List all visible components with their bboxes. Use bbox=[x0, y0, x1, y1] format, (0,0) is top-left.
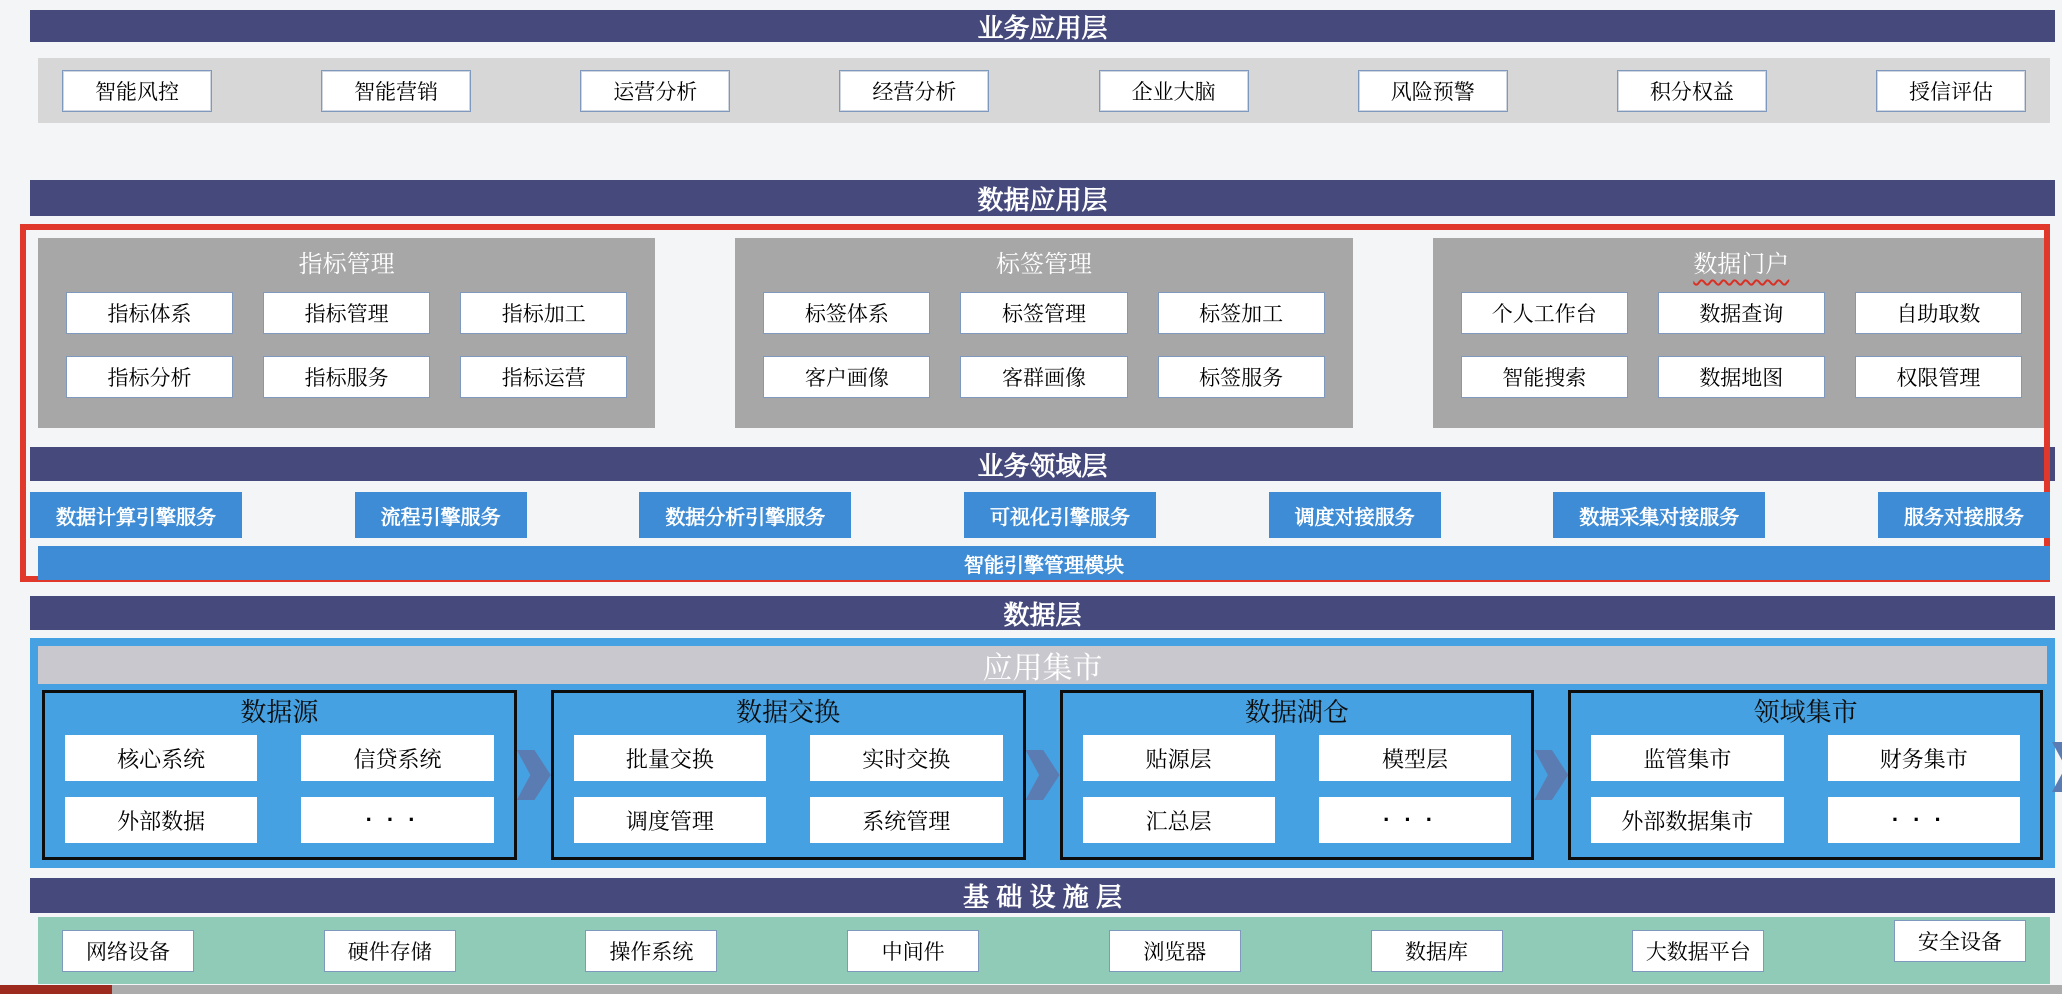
group-item-box: 个人工作台 bbox=[1461, 292, 1628, 334]
infrastructure-strip bbox=[38, 917, 2050, 984]
group-item-box: 指标体系 bbox=[66, 292, 233, 334]
right-arrow-icon bbox=[1534, 750, 1568, 800]
sub-panel-title: 数据湖仓 bbox=[1244, 698, 1349, 727]
layer-header-data-app: 数据应用层 bbox=[30, 180, 2055, 216]
data-item-box: 模型层 bbox=[1319, 735, 1511, 781]
infra-box: 数据库 bbox=[1371, 930, 1503, 972]
group-item-box: 自助取数 bbox=[1855, 292, 2022, 334]
sub-panel-data-exchange bbox=[551, 690, 1026, 860]
group-title: 标签管理 bbox=[995, 251, 1092, 278]
group-item-box: 权限管理 bbox=[1855, 356, 2022, 398]
infra-box: 安全设备 bbox=[1894, 920, 2026, 962]
data-item-box: 贴源层 bbox=[1083, 735, 1275, 781]
data-item-box: 核心系统 bbox=[65, 735, 257, 781]
group-item-box: 标签服务 bbox=[1158, 356, 1325, 398]
group-item-box: 指标加工 bbox=[460, 292, 627, 334]
bottom-red-segment bbox=[0, 985, 112, 994]
app-box: 智能营销 bbox=[321, 70, 471, 112]
business-app-strip bbox=[38, 58, 2050, 123]
group-item-box: 指标服务 bbox=[263, 356, 430, 398]
data-flow-row bbox=[42, 690, 2043, 860]
group-item-box: 指标运营 bbox=[460, 356, 627, 398]
app-box: 运营分析 bbox=[580, 70, 730, 112]
group-title: 数据门户 bbox=[1693, 251, 1790, 278]
infra-box: 网络设备 bbox=[62, 930, 194, 972]
group-panel-indicator-mgmt bbox=[38, 238, 655, 428]
data-item-box: 监管集市 bbox=[1591, 735, 1783, 781]
infra-box: 硬件存储 bbox=[324, 930, 456, 972]
service-box: 数据计算引擎服务 bbox=[30, 492, 242, 538]
infra-box: 操作系统 bbox=[585, 930, 717, 972]
layer-header-business-domain: 业务领域层 bbox=[30, 447, 2055, 481]
group-title: 指标管理 bbox=[298, 251, 395, 278]
group-item-box: 客户画像 bbox=[763, 356, 930, 398]
group-item-box: 数据查询 bbox=[1658, 292, 1825, 334]
data-item-box: 实时交换 bbox=[810, 735, 1002, 781]
layer-header-infrastructure: 基 础 设 施 层 bbox=[30, 878, 2055, 913]
app-box: 企业大脑 bbox=[1099, 70, 1249, 112]
app-box: 积分权益 bbox=[1617, 70, 1767, 112]
sub-panel-title: 数据交换 bbox=[736, 698, 841, 727]
service-box: 数据采集对接服务 bbox=[1553, 492, 1765, 538]
infra-box: 浏览器 bbox=[1109, 930, 1241, 972]
infra-box: 中间件 bbox=[847, 930, 979, 972]
data-item-box: 财务集市 bbox=[1828, 735, 2020, 781]
group-item-box: 指标分析 bbox=[66, 356, 233, 398]
sub-panel-title: 领域集市 bbox=[1753, 698, 1858, 727]
service-box: 数据分析引擎服务 bbox=[639, 492, 851, 538]
group-item-box: 数据地图 bbox=[1658, 356, 1825, 398]
data-item-box-more: ··· bbox=[301, 797, 493, 843]
data-item-box: 信贷系统 bbox=[301, 735, 493, 781]
service-box: 调度对接服务 bbox=[1269, 492, 1441, 538]
group-item-box: 标签管理 bbox=[960, 292, 1127, 334]
group-item-box: 指标管理 bbox=[263, 292, 430, 334]
data-item-box: 批量交换 bbox=[574, 735, 766, 781]
data-item-box: 系统管理 bbox=[810, 797, 1002, 843]
app-box: 智能风控 bbox=[62, 70, 212, 112]
engine-services-row bbox=[30, 492, 2050, 538]
app-box: 授信评估 bbox=[1876, 70, 2026, 112]
data-item-box: 外部数据集市 bbox=[1591, 797, 1783, 843]
layer-header-business-app: 业务应用层 bbox=[30, 10, 2055, 42]
service-box: 可视化引擎服务 bbox=[964, 492, 1156, 538]
data-item-box-more: ··· bbox=[1319, 797, 1511, 843]
group-item-box: 客群画像 bbox=[960, 356, 1127, 398]
app-mart-bar: 应用集市 bbox=[38, 646, 2047, 684]
right-arrow-icon bbox=[1026, 750, 1060, 800]
layer-header-data-layer: 数据层 bbox=[30, 596, 2055, 630]
data-item-box: 汇总层 bbox=[1083, 797, 1275, 843]
app-box: 经营分析 bbox=[839, 70, 989, 112]
group-item-box: 标签体系 bbox=[763, 292, 930, 334]
service-box: 流程引擎服务 bbox=[355, 492, 527, 538]
engine-management-bar: 智能引擎管理模块 bbox=[38, 546, 2050, 580]
group-panel-label-mgmt bbox=[735, 238, 1352, 428]
infra-box: 大数据平台 bbox=[1632, 930, 1764, 972]
sub-panel-domain-mart bbox=[1568, 690, 2043, 860]
sub-panel-data-lakehouse bbox=[1060, 690, 1535, 860]
data-item-box: 调度管理 bbox=[574, 797, 766, 843]
sub-panel-title: 数据源 bbox=[240, 698, 319, 727]
right-arrow-icon bbox=[517, 750, 551, 800]
bottom-edge-strip bbox=[0, 985, 2062, 994]
group-item-box: 智能搜索 bbox=[1461, 356, 1628, 398]
group-panel-data-portal bbox=[1433, 238, 2050, 428]
service-box: 服务对接服务 bbox=[1878, 492, 2050, 538]
data-layer-panel bbox=[30, 638, 2055, 868]
app-box: 风险预警 bbox=[1358, 70, 1508, 112]
data-app-groups bbox=[38, 238, 2050, 428]
group-item-box: 标签加工 bbox=[1158, 292, 1325, 334]
data-item-box-more: ··· bbox=[1828, 797, 2020, 843]
sub-panel-data-source bbox=[42, 690, 517, 860]
data-item-box: 外部数据 bbox=[65, 797, 257, 843]
